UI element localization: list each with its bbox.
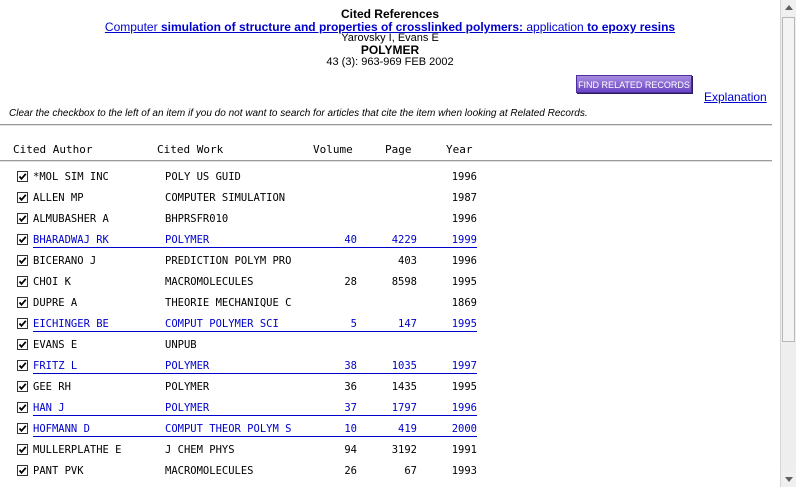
reference-author: ALLEN MP: [33, 192, 84, 204]
reference-page[interactable]: 147: [398, 318, 417, 330]
reference-year[interactable]: 1999: [451, 234, 477, 246]
reference-row: [0, 441, 500, 462]
reference-work: MACROMOLECULES: [165, 465, 254, 477]
reference-work[interactable]: POLYMER: [165, 360, 210, 372]
reference-checkbox[interactable]: [17, 234, 28, 245]
checkmark-icon: [18, 172, 27, 181]
reference-row: [0, 168, 500, 189]
reference-page[interactable]: 4229: [391, 234, 417, 246]
scroll-down-arrow-icon[interactable]: [781, 471, 796, 487]
reference-row[interactable]: [0, 231, 500, 252]
reference-checkbox[interactable]: [17, 318, 28, 329]
reference-author: PANT PVK: [33, 465, 84, 477]
reference-work: PREDICTION POLYM PRO: [165, 255, 292, 267]
link-underline: [33, 247, 477, 248]
reference-author[interactable]: HOFMANN D: [33, 423, 90, 435]
reference-work[interactable]: POLYMER: [165, 234, 210, 246]
reference-year: 1996: [451, 255, 477, 267]
reference-checkbox[interactable]: [17, 297, 28, 308]
reference-checkbox[interactable]: [17, 192, 28, 203]
reference-year: 1995: [451, 381, 477, 393]
link-underline: [33, 415, 477, 416]
reference-year[interactable]: 2000: [451, 423, 477, 435]
column-header-work: Cited Work: [157, 143, 224, 156]
reference-checkbox[interactable]: [17, 423, 28, 434]
reference-author: MULLERPLATHE E: [33, 444, 122, 456]
reference-checkbox[interactable]: [17, 255, 28, 266]
article-title-segment: simulation of structure and properties of crosslinked polymers:: [160, 20, 524, 34]
reference-page[interactable]: 1035: [391, 360, 417, 372]
reference-author: EVANS E: [33, 339, 78, 351]
reference-checkbox[interactable]: [17, 381, 28, 392]
reference-work[interactable]: COMPUT POLYMER SCI: [165, 318, 279, 330]
reference-author[interactable]: HAN J: [33, 402, 65, 414]
reference-year: 1987: [451, 192, 477, 204]
reference-volume[interactable]: 10: [344, 423, 357, 435]
checkmark-icon: [18, 214, 27, 223]
reference-volume[interactable]: 40: [344, 234, 357, 246]
reference-row[interactable]: [0, 315, 500, 336]
checkmark-icon: [18, 424, 27, 433]
checkmark-icon: [18, 445, 27, 454]
reference-volume[interactable]: 37: [344, 402, 357, 414]
reference-year: 1993: [451, 465, 477, 477]
reference-row[interactable]: [0, 399, 500, 420]
reference-year: 1991: [451, 444, 477, 456]
reference-year[interactable]: 1997: [451, 360, 477, 372]
reference-author: ALMUBASHER A: [33, 213, 109, 225]
reference-author[interactable]: FRITZ L: [33, 360, 78, 372]
reference-year: 1995: [451, 276, 477, 288]
reference-work: BHPRSFR010: [165, 213, 229, 225]
instructions-text: Clear the checkbox to the left of an item if you do not want to search for articles that cite the item when looking at Related Records.: [9, 108, 588, 119]
reference-row: [0, 210, 500, 231]
reference-page[interactable]: 1797: [391, 402, 417, 414]
column-header-page: Page: [385, 143, 412, 156]
reference-row: [0, 273, 500, 294]
reference-work: J CHEM PHYS: [165, 444, 235, 456]
checkmark-icon: [18, 403, 27, 412]
reference-row: [0, 189, 500, 210]
reference-page: 1435: [391, 381, 417, 393]
reference-volume: 26: [344, 465, 357, 477]
reference-page: 67: [404, 465, 417, 477]
page-title: Cited References: [340, 7, 440, 21]
reference-row: [0, 462, 500, 483]
article-title-segment: to epoxy resins: [587, 20, 676, 34]
reference-volume[interactable]: 38: [344, 360, 357, 372]
reference-checkbox[interactable]: [17, 444, 28, 455]
checkmark-icon: [18, 340, 27, 349]
reference-work: POLY US GUID: [165, 171, 241, 183]
link-underline: [33, 373, 477, 374]
reference-row: [0, 336, 500, 357]
reference-work: UNPUB: [165, 339, 197, 351]
link-underline: [33, 436, 477, 437]
reference-year[interactable]: 1995: [451, 318, 477, 330]
reference-work: COMPUTER SIMULATION: [165, 192, 286, 204]
reference-author: CHOI K: [33, 276, 71, 288]
reference-checkbox[interactable]: [17, 276, 28, 287]
reference-volume: 28: [344, 276, 357, 288]
reference-work: POLYMER: [165, 381, 210, 393]
reference-work: MACROMOLECULES: [165, 276, 254, 288]
reference-row: [0, 378, 500, 399]
reference-checkbox[interactable]: [17, 339, 28, 350]
divider: [0, 124, 772, 126]
reference-page: 3192: [391, 444, 417, 456]
reference-author: BICERANO J: [33, 255, 97, 267]
checkmark-icon: [18, 466, 27, 475]
reference-page[interactable]: 419: [398, 423, 417, 435]
reference-page: 403: [398, 255, 417, 267]
checkmark-icon: [18, 256, 27, 265]
reference-row: [0, 252, 500, 273]
reference-author[interactable]: BHARADWAJ RK: [33, 234, 109, 246]
reference-row: [0, 294, 500, 315]
reference-checkbox[interactable]: [17, 360, 28, 371]
reference-checkbox[interactable]: [17, 465, 28, 476]
article-citation: 43 (3): 963-969 FEB 2002: [326, 56, 454, 68]
reference-author: GEE RH: [33, 381, 71, 393]
reference-page: 8598: [391, 276, 417, 288]
article-title-segment: application: [523, 20, 588, 34]
reference-work: THEORIE MECHANIQUE C: [165, 297, 292, 309]
column-header-year: Year: [446, 143, 473, 156]
find-related-records-button[interactable]: FIND RELATED RECORDS: [576, 75, 692, 93]
reference-row[interactable]: [0, 420, 500, 441]
reference-volume: 36: [344, 381, 357, 393]
checkmark-icon: [18, 361, 27, 370]
reference-year: 1996: [451, 213, 477, 225]
checkmark-icon: [18, 235, 27, 244]
reference-volume: 94: [344, 444, 357, 456]
scroll-up-arrow-icon[interactable]: [781, 0, 796, 16]
reference-year[interactable]: 1996: [451, 402, 477, 414]
scrollbar-thumb[interactable]: [782, 17, 795, 342]
column-header-volume: Volume: [313, 143, 353, 156]
reference-year: 1869: [451, 297, 477, 309]
explanation-link[interactable]: Explanation: [704, 90, 767, 104]
checkmark-icon: [18, 382, 27, 391]
article-authors: Yarovsky I, Evans E: [341, 32, 439, 44]
reference-row[interactable]: [0, 357, 500, 378]
reference-work[interactable]: COMPUT THEOR POLYM S: [165, 423, 292, 435]
reference-volume[interactable]: 5: [350, 318, 357, 330]
checkmark-icon: [18, 277, 27, 286]
reference-work[interactable]: POLYMER: [165, 402, 210, 414]
reference-checkbox[interactable]: [17, 171, 28, 182]
journal-name: POLYMER: [360, 43, 420, 57]
reference-year: 1996: [451, 171, 477, 183]
divider: [0, 160, 772, 162]
vertical-scrollbar[interactable]: [780, 0, 796, 487]
reference-checkbox[interactable]: [17, 402, 28, 413]
article-title-segment: Computer: [104, 20, 161, 34]
checkmark-icon: [18, 298, 27, 307]
reference-checkbox[interactable]: [17, 213, 28, 224]
checkmark-icon: [18, 319, 27, 328]
reference-author[interactable]: EICHINGER BE: [33, 318, 109, 330]
reference-author: DUPRE A: [33, 297, 78, 309]
reference-author: *MOL SIM INC: [33, 171, 109, 183]
checkmark-icon: [18, 193, 27, 202]
column-header-author: Cited Author: [13, 143, 93, 156]
link-underline: [33, 331, 477, 332]
